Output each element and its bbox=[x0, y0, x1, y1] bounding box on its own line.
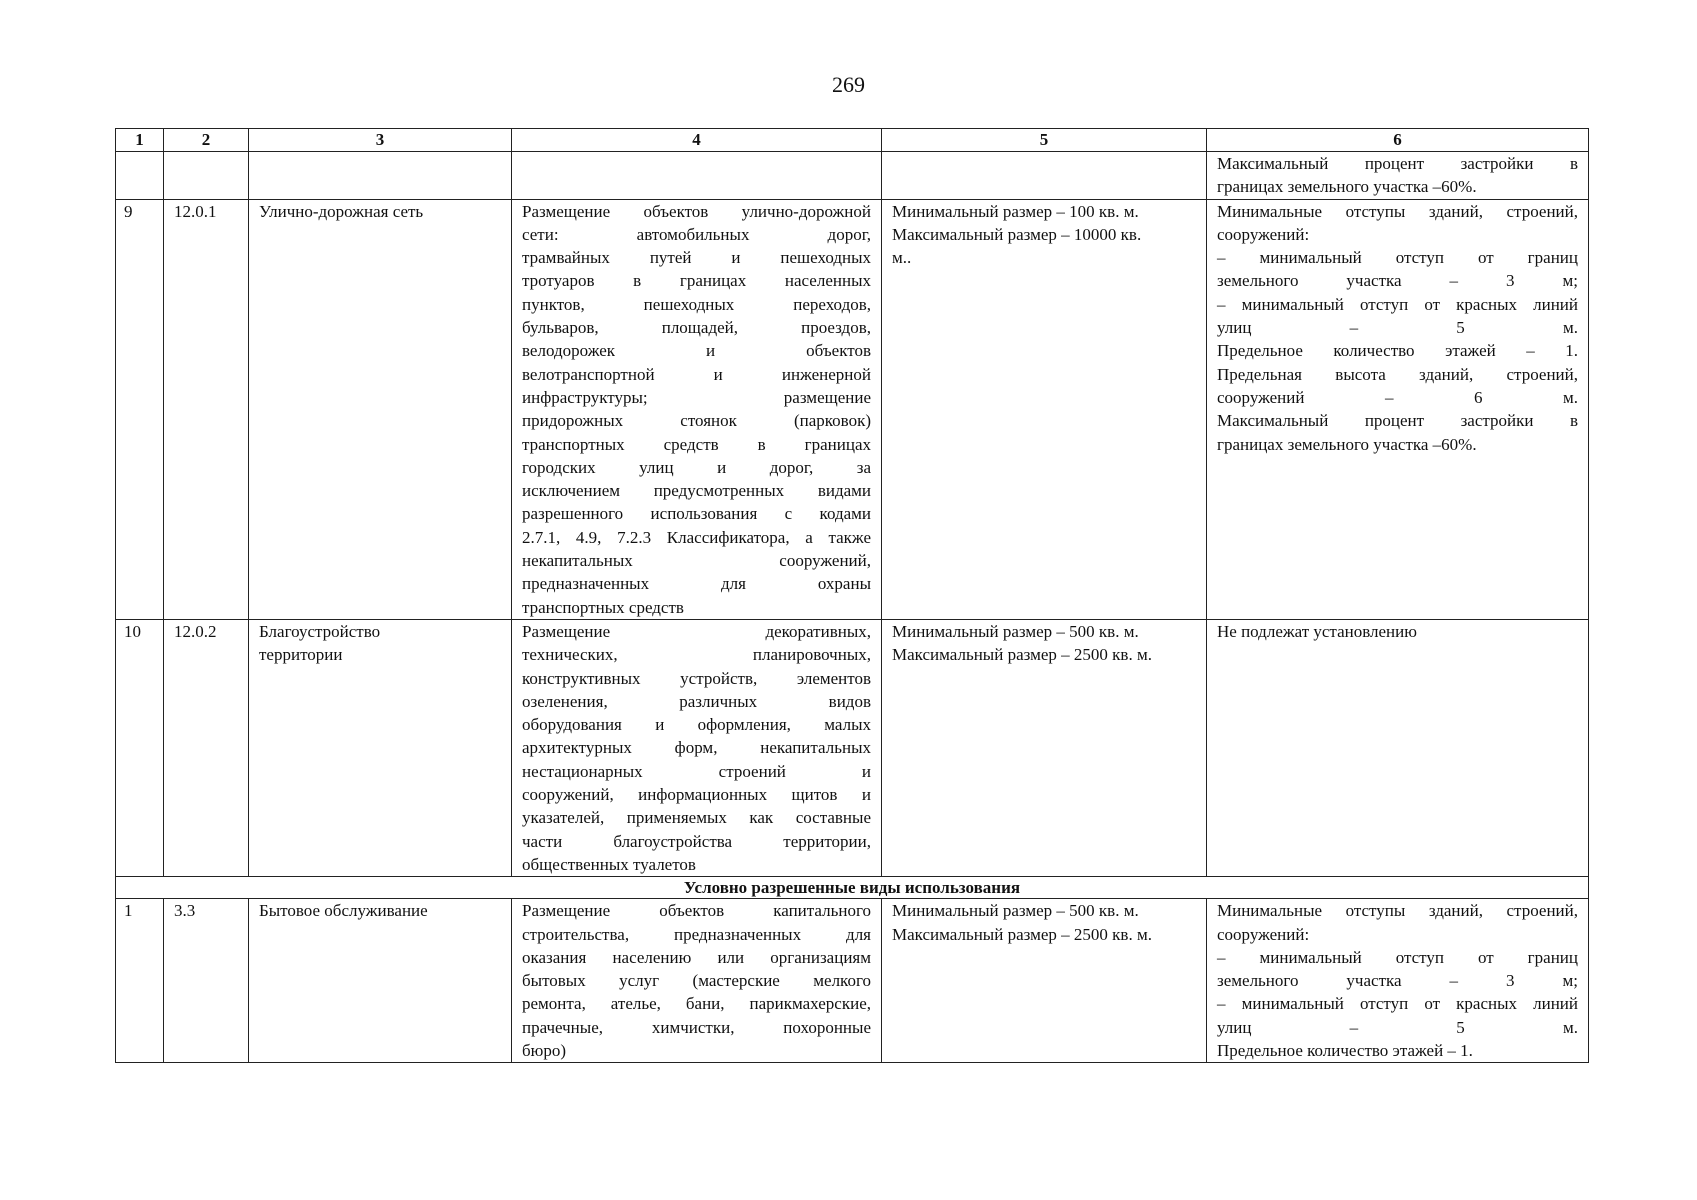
text-line: границах земельного участка –60%. bbox=[1217, 434, 1477, 454]
cell-params bbox=[1207, 152, 1589, 200]
cell-number: 10 bbox=[116, 619, 164, 876]
text-line: Минимальный размер – 100 кв. м. bbox=[892, 201, 1139, 221]
header-col-5: 5 bbox=[882, 129, 1207, 152]
text-line: разрешенного использования с кодами bbox=[522, 504, 871, 524]
cell-plot-size bbox=[882, 619, 1207, 876]
text-line: – минимальный отступ от красных линий bbox=[1217, 994, 1578, 1014]
text-line: Минимальный размер – 500 кв. м. bbox=[892, 901, 1139, 921]
text-line: трамвайных путей и пешеходных bbox=[522, 248, 871, 268]
header-col-3: 3 bbox=[249, 129, 512, 152]
text-line: оказания населению или организациям bbox=[522, 947, 871, 967]
text-line: Максимальный процент застройки в bbox=[1217, 154, 1578, 173]
header-col-1: 1 bbox=[116, 129, 164, 152]
text-line: Не подлежат установлению bbox=[1217, 621, 1417, 641]
text-line: сооружений – 6 м. bbox=[1217, 387, 1578, 407]
cell-number: 1 bbox=[116, 899, 164, 1063]
text-line: Максимальный процент застройки в bbox=[1217, 411, 1578, 431]
text-line: исключением предусмотренных видами bbox=[522, 481, 871, 501]
cell-empty bbox=[882, 152, 1207, 200]
cell-params bbox=[1207, 899, 1589, 1063]
text-line: – минимальный отступ от границ bbox=[1217, 947, 1578, 967]
cell-plot-size bbox=[882, 899, 1207, 1063]
cell-plot-size bbox=[882, 199, 1207, 619]
section-row bbox=[116, 877, 1589, 899]
text-line: инфраструктуры; размещение bbox=[522, 387, 871, 407]
text-line: Максимальный размер – 2500 кв. м. bbox=[892, 645, 1152, 665]
text-line: технических, планировочных, bbox=[522, 645, 871, 665]
cell-code: 3.3 bbox=[164, 899, 249, 1063]
text-line: – минимальный отступ от границ bbox=[1217, 248, 1578, 268]
cell-number: 9 bbox=[116, 199, 164, 619]
text-line: оборудования и оформления, малых bbox=[522, 715, 871, 735]
section-title: Условно разрешенные виды использования bbox=[116, 877, 1589, 899]
text-line: земельного участка – 3 м; bbox=[1217, 971, 1578, 991]
land-use-table bbox=[115, 128, 1589, 1063]
text-line: м.. bbox=[892, 248, 912, 268]
text-line: городских улиц и дорог, за bbox=[522, 457, 871, 477]
cell-description bbox=[512, 899, 882, 1063]
text-line: Предельное количество этажей – 1. bbox=[1217, 1040, 1473, 1060]
cell-code: 12.0.1 bbox=[164, 199, 249, 619]
text-line: Бытовое обслуживание bbox=[259, 901, 428, 921]
cell-empty bbox=[164, 152, 249, 200]
table-header-row bbox=[116, 129, 1589, 152]
text-line: указателей, применяемых как составные bbox=[522, 808, 871, 828]
cell-empty bbox=[116, 152, 164, 200]
text-line: земельного участка – 3 м; bbox=[1217, 271, 1578, 291]
text-line: сооружений, информационных щитов и bbox=[522, 785, 871, 805]
text-line: придорожных стоянок (парковок) bbox=[522, 411, 871, 431]
text-line: архитектурных форм, некапитальных bbox=[522, 738, 871, 758]
page-number: 269 bbox=[832, 72, 865, 97]
text-line: велодорожек и объектов bbox=[522, 341, 871, 361]
text-line: Размещение объектов капитального bbox=[522, 901, 871, 921]
text-line: транспортных средств bbox=[522, 597, 684, 617]
header-col-2: 2 bbox=[164, 129, 249, 152]
cell-use-name bbox=[249, 899, 512, 1063]
text-line: сети: автомобильных дорог, bbox=[522, 224, 871, 244]
text-line: – минимальный отступ от красных линий bbox=[1217, 294, 1578, 314]
text-line: Размещение объектов улично-дорожной bbox=[522, 201, 871, 221]
cell-empty bbox=[512, 152, 882, 200]
table-row-continuation bbox=[116, 152, 1589, 200]
text-line: бюро) bbox=[522, 1040, 567, 1060]
cell-description bbox=[512, 619, 882, 876]
text-line: Максимальный размер – 2500 кв. м. bbox=[892, 924, 1152, 944]
text-line: бытовых услуг (мастерские мелкого bbox=[522, 971, 871, 991]
text-line: улиц – 5 м. bbox=[1217, 318, 1578, 338]
text-line: части благоустройства территории, bbox=[522, 831, 871, 851]
text-line: 2.7.1, 4.9, 7.2.3 Классификатора, а также bbox=[522, 527, 871, 547]
text-line: предназначенных для охраны bbox=[522, 574, 871, 594]
text-line: Предельная высота зданий, строений, bbox=[1217, 364, 1578, 384]
text-line: велотранспортной и инженерной bbox=[522, 364, 871, 384]
header-col-4: 4 bbox=[512, 129, 882, 152]
text-line: нестационарных строений и bbox=[522, 761, 871, 781]
text-line: бульваров, площадей, проездов, bbox=[522, 318, 871, 338]
text-line: строительства, предназначенных для bbox=[522, 924, 871, 944]
text-line: Предельное количество этажей – 1. bbox=[1217, 341, 1578, 361]
text-line: сооружений: bbox=[1217, 224, 1310, 244]
text-line: общественных туалетов bbox=[522, 854, 696, 874]
text-line: Минимальные отступы зданий, строений, bbox=[1217, 201, 1578, 221]
table-row-1 bbox=[116, 899, 1589, 1063]
text-line: ремонта, ателье, бани, парикмахерские, bbox=[522, 994, 871, 1014]
table-row-10 bbox=[116, 619, 1589, 876]
text-line: границах земельного участка –60%. bbox=[1217, 177, 1477, 197]
header-col-6: 6 bbox=[1207, 129, 1589, 152]
text-line: тротуаров в границах населенных bbox=[522, 271, 871, 291]
text-line: конструктивных устройств, элементов bbox=[522, 668, 871, 688]
text-line: некапитальных сооружений, bbox=[522, 551, 871, 571]
text-line: прачечные, химчистки, похоронные bbox=[522, 1017, 871, 1037]
text-line: транспортных средств в границах bbox=[522, 434, 871, 454]
cell-empty bbox=[249, 152, 512, 200]
cell-description bbox=[512, 199, 882, 619]
cell-use-name bbox=[249, 199, 512, 619]
text-line: Максимальный размер – 10000 кв. bbox=[892, 224, 1142, 244]
text-line: Размещение декоративных, bbox=[522, 621, 871, 641]
text-line: пунктов, пешеходных переходов, bbox=[522, 294, 871, 314]
cell-params bbox=[1207, 199, 1589, 619]
text-line: озеленения, различных видов bbox=[522, 691, 871, 711]
text-line: улиц – 5 м. bbox=[1217, 1017, 1578, 1037]
text-line: Минимальные отступы зданий, строений, bbox=[1217, 901, 1578, 921]
text-line: Минимальный размер – 500 кв. м. bbox=[892, 621, 1139, 641]
text-line: Благоустройство bbox=[259, 621, 381, 641]
cell-code: 12.0.2 bbox=[164, 619, 249, 876]
text-line: территории bbox=[259, 645, 343, 665]
cell-use-name bbox=[249, 619, 512, 876]
cell-params bbox=[1207, 619, 1589, 876]
text-line: сооружений: bbox=[1217, 924, 1310, 944]
table-row-9 bbox=[116, 199, 1589, 619]
text-line: Улично-дорожная сеть bbox=[259, 201, 424, 221]
